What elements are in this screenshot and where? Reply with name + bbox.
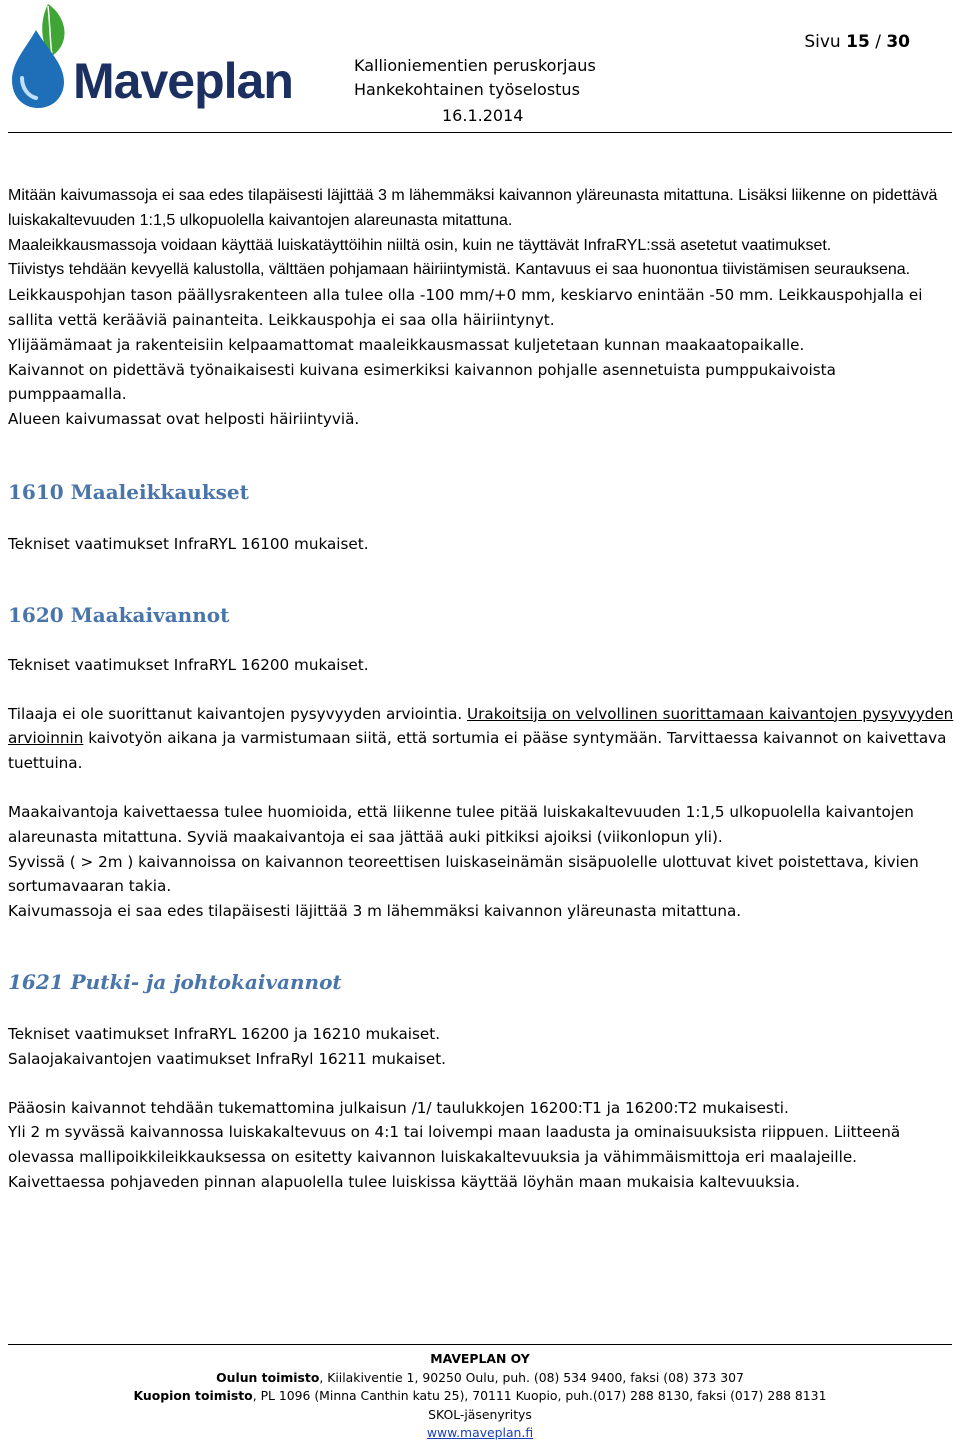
body-text: kaivotyön aikana ja varmistumaan siitä, että sortumia ei pääse syntymään. Tarvittaessa kaivannot on kaivettava tuettuina. [8, 729, 947, 773]
water-drop-leaf-icon [8, 2, 78, 110]
body-paragraph: Yli 2 m syvässä kaivannossa luiskakaltevuus on 4:1 tai loivempi maan laadusta ja ominaisuuksista riippuen. Liitteenä olevassa mallipoikkileikkauksessa on esitetty kaivannon luiskakaltevuuksia ja vähimmäismittoja eri maalajeille. [8, 1123, 901, 1167]
page-header [0, 0, 960, 135]
body-paragraph: Tekniset vaatimukset InfraRYL 16100 mukaiset. [8, 534, 369, 553]
project-title: Kallioniementien peruskorjaus [354, 56, 596, 75]
body-paragraph: Maaleikkausmassoja voidaan käyttää luiskatäyttöihin niiltä osin, kuin ne täyttävät InfraRYL:ssä asetetut vaatimukset. [8, 236, 832, 254]
page-number [804, 32, 910, 52]
page-current: 15 [846, 32, 870, 52]
page-label: Sivu [804, 32, 841, 52]
document-date: 16.1.2014 [442, 106, 524, 125]
body-paragraph: Kaivettaessa pohjaveden pinnan alapuolella tulee luiskissa käyttää löyhän maan mukaisia kaltevuuksia. [8, 1172, 800, 1191]
body-paragraph: Alueen kaivumassat ovat helposti häiriintyviä. [8, 410, 360, 429]
underlined-text: Urakoitsija on velvollinen suorittamaan kaivantojen pysyvyyden arvioinnin [8, 704, 954, 748]
header-divider [8, 132, 952, 133]
body-paragraph: Maakaivantoja kaivettaessa tulee huomioida, että liikenne tulee pitää luiskakaltevuuden 1:1,5 ulkopuolella kaivantojen alareunasta mitattuna. Syviä maakaivantoja ei saa jättää auki pitkiksi ajoiksi (viikonlopun yli). [8, 802, 914, 846]
body-paragraph: Tekniset vaatimukset InfraRYL 16200 mukaiset. [8, 655, 369, 674]
page-separator: / [875, 32, 881, 52]
footer-company: MAVEPLAN OY [430, 1351, 530, 1366]
body-paragraph: Leikkauspohjan tason päällysrakenteen alla tulee olla -100 mm/+0 mm, keskiarvo enintään -50 mm. Leikkauspohjalla ei sallita vettä kerääviä painanteita. Leikkauspohja ei saa olla häiriintynyt. [8, 286, 923, 329]
logo-text: Maveplan [73, 53, 293, 109]
body-paragraph: Salaojakaivantojen vaatimukset InfraRyl 16211 mukaiset. [8, 1049, 446, 1068]
footer-oulu-label: Oulun toimisto [216, 1369, 320, 1385]
footer-membership: SKOL-jäsenyritys [428, 1406, 532, 1422]
footer-oulu-text: , Kiilakiventie 1, 90250 Oulu, puh. (08) 534 9400, faksi (08) 373 307 [319, 1369, 744, 1385]
footer-kuopio-label: Kuopion toimisto [133, 1388, 253, 1404]
body-paragraph: Ylijäämämaat ja rakenteisiin kelpaamattomat maaleikkausmassat kuljetetaan kunnan maakaatopaikalle. [8, 335, 805, 354]
footer-kuopio-line [0, 1387, 960, 1406]
document-type: Hankekohtainen työselostus [354, 80, 580, 99]
header-project-info [354, 54, 644, 125]
section-heading-1621: 1621 Putki- ja johtokaivannot [8, 969, 342, 994]
section-heading-1620: 1620 Maakaivannot [8, 602, 230, 627]
body-paragraph: Syvissä ( > 2m ) kaivannoissa on kaivannon teoreettisen luiskaseinämän sisäpuolelle ulottuvat kivet poistettava, kivien sortumavaaran takia. [8, 852, 919, 896]
maveplan-logo [8, 2, 318, 110]
footer-kuopio-text: , PL 1096 (Minna Canthin katu 25), 70111 Kuopio, puh.(017) 288 8130, faksi (017) 288 8131 [252, 1388, 827, 1404]
footer-divider [8, 1344, 952, 1345]
body-paragraph: Tiivistys tehdään kevyellä kalustolla, välttäen pohjamaan häiriintymistä. Kantavuus ei saa huonontua tiivistämisen seurauksena. [8, 261, 911, 279]
section-heading-1610: 1610 Maaleikkaukset [8, 479, 249, 504]
document-body [8, 184, 954, 1195]
body-paragraph: Kaivumassoja ei saa edes tilapäisesti läjittää 3 m lähemmäksi kaivannon yläreunasta mitattuna. [8, 902, 742, 921]
body-paragraph: Tekniset vaatimukset InfraRYL 16200 ja 16210 mukaiset. [8, 1024, 441, 1043]
footer-oulu-line [0, 1369, 960, 1388]
body-paragraph: Kaivannot on pidettävä työnaikaisesti kuivana esimerkiksi kaivannon pohjalle asennetuista pumppukaivoista pumppaamalla. [8, 360, 836, 404]
body-paragraph: Mitään kaivumassoja ei saa edes tilapäisesti läjittää 3 m lähemmäksi kaivannon yläreunasta mitattuna. Lisäksi liikenne on pidettävä luiskakaltevuuden 1:1,5 ulkopuolella kaivantojen alareunasta mitattuna. [8, 187, 938, 229]
page-total: 30 [886, 32, 910, 52]
page-footer [0, 1350, 960, 1443]
footer-website-link[interactable]: www.maveplan.fi [426, 1425, 534, 1441]
body-paragraph: Pääosin kaivannot tehdään tukemattomina julkaisun /1/ taulukkojen 16200:T1 ja 16200:T2 mukaisesti. [8, 1098, 789, 1117]
body-text: Tilaaja ei ole suorittanut kaivantojen pysyvyyden arviointia. [8, 704, 468, 723]
body-paragraph [8, 702, 954, 776]
